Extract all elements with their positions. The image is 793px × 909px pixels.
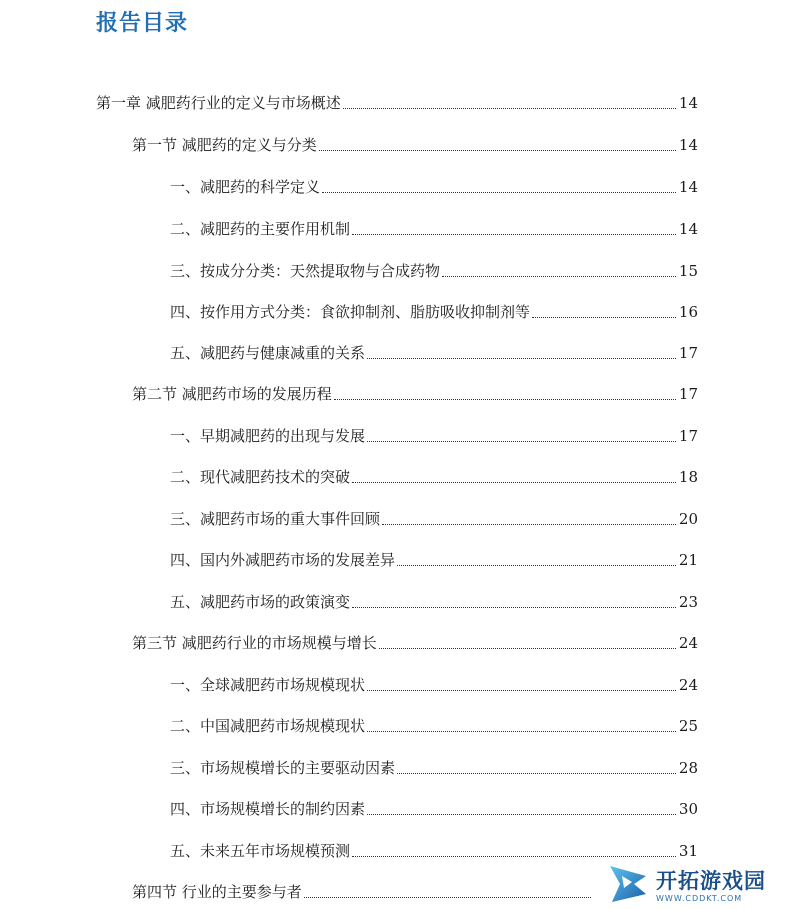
toc-entry-page: 14 (678, 94, 698, 112)
toc-entry[interactable] (132, 881, 594, 903)
toc-entry-label: 四、市场规模增长的制约因素 (170, 800, 366, 818)
toc-leader-dots (532, 316, 676, 318)
toc-entry-page: 24 (678, 676, 698, 694)
toc-entry-label: 二、现代减肥药技术的突破 (170, 468, 351, 486)
toc-leader-dots (322, 191, 676, 193)
watermark-name: 开拓游戏园 (656, 868, 766, 893)
toc-entry-page: 31 (678, 842, 698, 860)
toc-entry-label: 五、未来五年市场规模预测 (170, 842, 351, 860)
toc-entry[interactable] (170, 591, 698, 613)
watermark-logo (606, 858, 793, 909)
toc-leader-dots (397, 772, 676, 774)
toc-entry-page: 23 (678, 593, 698, 611)
toc-entry-page: 30 (678, 800, 698, 818)
toc-entry-label: 五、减肥药市场的政策演变 (170, 593, 351, 611)
toc-entry-label: 第一节 减肥药的定义与分类 (132, 136, 317, 154)
watermark-url: WWW.CDDKT.COM (656, 893, 743, 903)
toc-entry[interactable] (170, 342, 698, 364)
toc-leader-dots (334, 398, 676, 400)
toc-entry-label: 一、减肥药的科学定义 (170, 178, 321, 196)
toc-entry[interactable] (170, 674, 698, 696)
toc-leader-dots (343, 107, 676, 109)
toc-entry-label: 第三节 减肥药行业的市场规模与增长 (132, 634, 377, 652)
toc-entry[interactable] (170, 301, 698, 323)
toc-entry-page: 20 (678, 510, 698, 528)
toc-entry-label: 三、市场规模增长的主要驱动因素 (170, 759, 396, 777)
toc-entry-label: 第四节 行业的主要参与者 (132, 883, 302, 901)
toc-entry-label: 五、减肥药与健康减重的关系 (170, 344, 366, 362)
toc-entry-label: 四、按作用方式分类：食欲抑制剂、脂肪吸收抑制剂等 (170, 303, 531, 321)
toc-entry[interactable] (170, 715, 698, 737)
toc-leader-dots (397, 564, 676, 566)
toc-entry-label: 一、早期减肥药的出现与发展 (170, 427, 366, 445)
toc-leader-dots (352, 233, 676, 235)
toc-leader-dots (367, 357, 676, 359)
toc-entry[interactable] (132, 383, 698, 405)
page-title: 报告目录 (96, 11, 189, 36)
toc-leader-dots (367, 813, 676, 815)
toc-entry-label: 第二节 减肥药市场的发展历程 (132, 385, 332, 403)
toc-entry-page: 25 (678, 717, 698, 735)
toc-entry[interactable] (170, 466, 698, 488)
toc-leader-dots (352, 481, 676, 483)
star-logo-icon (606, 862, 650, 906)
toc-entry[interactable] (170, 757, 698, 779)
toc-entry-page: 24 (678, 634, 698, 652)
toc-entry-page: 14 (678, 136, 698, 154)
toc-entry-page: 17 (678, 385, 698, 403)
toc-entry-label: 二、减肥药的主要作用机制 (170, 220, 351, 238)
toc-leader-dots (442, 275, 676, 277)
toc-leader-dots (367, 440, 676, 442)
toc-entry-label: 三、减肥药市场的重大事件回顾 (170, 510, 381, 528)
toc-leader-dots (379, 647, 676, 649)
toc-entry[interactable] (170, 218, 698, 240)
toc-entry-label: 四、国内外减肥药市场的发展差异 (170, 551, 396, 569)
toc-entry[interactable] (96, 92, 698, 114)
toc-entry[interactable] (132, 632, 698, 654)
toc-entry-label: 三、按成分分类：天然提取物与合成药物 (170, 262, 441, 280)
toc-entry-page: 14 (678, 178, 698, 196)
toc-leader-dots (352, 606, 676, 608)
toc-entry-page: 21 (678, 551, 698, 569)
toc-entry[interactable] (170, 798, 698, 820)
toc-entry-label: 二、中国减肥药市场规模现状 (170, 717, 366, 735)
toc-entry-page: 18 (678, 468, 698, 486)
toc-entry-page: 15 (678, 262, 698, 280)
toc-leader-dots (304, 896, 591, 898)
toc-entry-page: 28 (678, 759, 698, 777)
toc-entry-page: 17 (678, 427, 698, 445)
toc-entry-label: 第一章 减肥药行业的定义与市场概述 (96, 94, 341, 112)
toc-leader-dots (367, 689, 676, 691)
toc-leader-dots (352, 855, 676, 857)
toc-entry[interactable] (170, 508, 698, 530)
toc-entry[interactable] (170, 176, 698, 198)
toc-entry-page: 17 (678, 344, 698, 362)
toc-entry-page: 14 (678, 220, 698, 238)
toc-leader-dots (382, 523, 676, 525)
toc-entry[interactable] (170, 425, 698, 447)
toc-entry[interactable] (170, 549, 698, 571)
toc-leader-dots (367, 730, 676, 732)
toc-entry[interactable] (132, 134, 698, 156)
toc-entry-page: 16 (678, 303, 698, 321)
toc-leader-dots (319, 149, 676, 151)
toc-entry-label: 一、全球减肥药市场规模现状 (170, 676, 366, 694)
toc-entry[interactable] (170, 260, 698, 282)
